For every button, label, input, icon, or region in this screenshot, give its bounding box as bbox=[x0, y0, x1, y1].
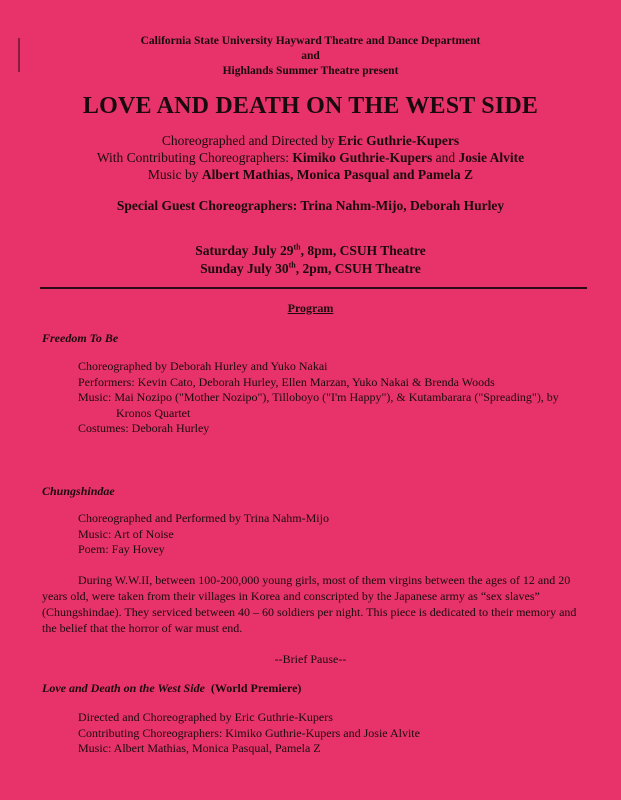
music-prefix: Music by bbox=[147, 167, 202, 182]
piece-1-line: Music: Mai Nozipo ("Mother Nozipo"), Tilloboyo ("I'm Happy"), & Kutambarara ("Spreading"), by bbox=[78, 390, 559, 404]
presenter-line-3: Highlands Summer Theatre present bbox=[222, 65, 399, 77]
piece-2-line: Poem: Fay Hovey bbox=[78, 542, 165, 556]
date-saturday bbox=[0, 242, 621, 260]
choreo-prefix: Choreographed and Directed by bbox=[161, 133, 339, 148]
credits-block bbox=[0, 132, 621, 183]
piece-2-line: Music: Art of Noise bbox=[78, 526, 174, 541]
choreo-name: Eric Guthrie-Kupers bbox=[338, 133, 460, 148]
premiere-note: (World Premiere) bbox=[210, 681, 302, 695]
presenter-line-1: California State University Hayward Theatre and Dance Department bbox=[140, 35, 481, 47]
date-2-details: , 2pm, CSUH Theatre bbox=[295, 261, 421, 276]
piece-title-chungshindae: Chungshindae bbox=[42, 484, 115, 498]
piece-title-love-and-death bbox=[42, 681, 301, 696]
piece-details-chungshindae bbox=[78, 511, 583, 558]
music-names: Albert Mathias, Monica Pasqual and Pamela Z bbox=[201, 167, 474, 182]
piece-1-line: Choreographed by Deborah Hurley and Yuko Nakai bbox=[78, 359, 328, 373]
show-title: LOVE AND DEATH ON THE WEST SIDE bbox=[82, 93, 539, 119]
guest-choreographers: Special Guest Choreographers: Trina Nahm-Mijo, Deborah Hurley bbox=[116, 198, 505, 213]
date-1-details: , 8pm, CSUH Theatre bbox=[300, 243, 426, 258]
contributing-credit bbox=[0, 149, 621, 166]
music-credit bbox=[0, 166, 621, 183]
date-1-suffix: th bbox=[293, 242, 301, 252]
contrib-name-2: Josie Alvite bbox=[458, 150, 525, 165]
program-heading: Program bbox=[287, 301, 334, 315]
date-2-suffix: th bbox=[288, 260, 296, 270]
date-sunday bbox=[0, 260, 621, 278]
divider-rule bbox=[40, 287, 587, 289]
presenter-header bbox=[0, 34, 621, 79]
piece-3-line: Directed and Choreographed by Eric Guthrie-Kupers bbox=[78, 710, 333, 724]
contrib-name-1: Kimiko Guthrie-Kupers bbox=[292, 150, 433, 165]
date-2-day: Sunday July 30 bbox=[200, 261, 289, 276]
piece-details-freedom-to-be bbox=[78, 359, 583, 437]
piece-1-line: Kronos Quartet bbox=[116, 405, 191, 420]
date-1-day: Saturday July 29 bbox=[195, 243, 294, 258]
presenter-line-2: and bbox=[301, 50, 320, 62]
piece-3-title: Love and Death on the West Side bbox=[42, 681, 205, 695]
contrib-prefix: With Contributing Choreographers: bbox=[96, 150, 293, 165]
piece-1-line: Performers: Kevin Cato, Deborah Hurley, Ellen Marzan, Yuko Nakai & Brenda Woods bbox=[78, 374, 495, 389]
piece-title-freedom-to-be: Freedom To Be bbox=[42, 331, 119, 345]
piece-details-love-and-death bbox=[78, 710, 583, 757]
piece-3-line: Contributing Choreographers: Kimiko Guthrie-Kupers and Josie Alvite bbox=[78, 725, 420, 740]
piece-3-line: Music: Albert Mathias, Monica Pasqual, Pamela Z bbox=[78, 741, 321, 755]
piece-2-line: Choreographed and Performed by Trina Nahm-Mijo bbox=[78, 511, 329, 525]
piece-1-line: Costumes: Deborah Hurley bbox=[78, 421, 210, 435]
choreographer-credit bbox=[0, 132, 621, 149]
brief-pause: --Brief Pause-- bbox=[274, 652, 347, 666]
contrib-and: and bbox=[432, 150, 459, 165]
performance-dates bbox=[0, 242, 621, 278]
chungshindae-description: During W.W.II, between 100-200,000 young girls, most of them virgins between the ages of 12 and 20 years old, were taken from their villages in Korea and conscripted by the Japanese army as “sex slaves” (Chungshindae). They serviced between 40 – 60 soldiers per night. This piece is dedicated to their memory and the belief that the horror of war must end. bbox=[42, 573, 577, 635]
